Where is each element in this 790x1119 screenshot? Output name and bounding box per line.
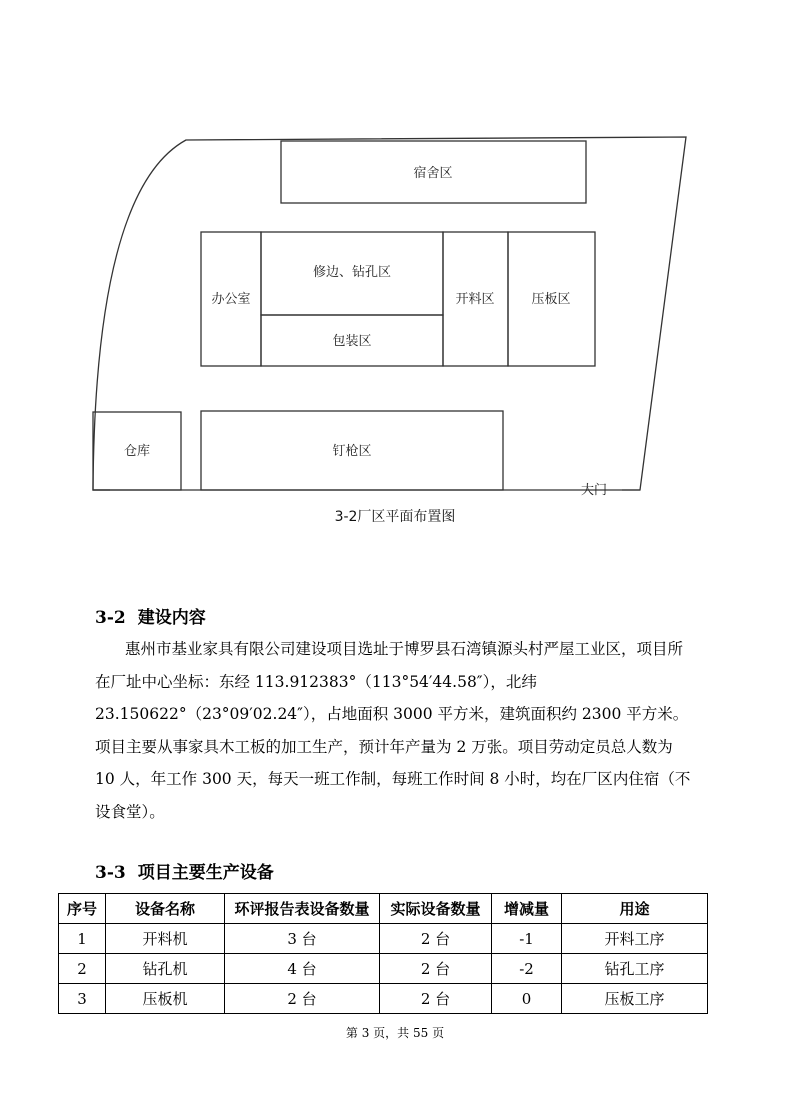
page-footer: 第 3 页，共 55 页 bbox=[345, 1026, 445, 1040]
header-cell: 增减量 bbox=[492, 894, 562, 924]
paragraph-line: （23°09′02.24″），占地面积 3000 平方米，建筑面积约 2300 平方米。项目主要从 bbox=[95, 705, 689, 756]
header-cell: 用途 bbox=[562, 894, 708, 924]
header-cell: 设备名称 bbox=[106, 894, 225, 924]
label-packing: 包装区 bbox=[332, 334, 372, 349]
section-number: 3-3 bbox=[95, 863, 126, 883]
table-row bbox=[59, 984, 708, 1014]
table-cell: 压板工序 bbox=[562, 984, 708, 1014]
label-nailing: 钉枪区 bbox=[332, 444, 372, 459]
table-cell: 钻孔工序 bbox=[562, 954, 708, 984]
table-cell: -1 bbox=[492, 924, 562, 954]
equipment-table bbox=[58, 893, 708, 1014]
label-cutting: 开料区 bbox=[455, 292, 495, 307]
label-office: 办公室 bbox=[211, 292, 251, 307]
section-title: 建设内容 bbox=[137, 608, 206, 628]
label-pressing: 压板区 bbox=[531, 292, 571, 307]
site-boundary bbox=[93, 137, 686, 490]
table-cell: 钻孔机 bbox=[106, 954, 225, 984]
paragraph-line: 年工作 300 天，每天一班工作制，每班工作时间 8 小时，均在厂区内住宿（不设 bbox=[95, 770, 691, 821]
paragraph-line: 项目所在厂址中心坐标：东经 113.912383°（113°54′44.58″），北纬 23.150622° bbox=[95, 640, 684, 723]
table-row bbox=[59, 924, 708, 954]
label-dorm: 宿舍区 bbox=[413, 166, 453, 181]
table-cell: 压板机 bbox=[106, 984, 225, 1014]
paragraph-line: 事家具木工板的加工生产，预计年产量为 2 万张。项目劳动定员总人数为 10 人， bbox=[95, 737, 673, 788]
table-cell: -2 bbox=[492, 954, 562, 984]
factory-layout-plan bbox=[0, 0, 790, 500]
table-header-row bbox=[59, 894, 708, 924]
header-cell: 序号 bbox=[59, 894, 106, 924]
table-cell: 开料机 bbox=[106, 924, 225, 954]
header-cell: 环评报告表设备数量 bbox=[225, 894, 380, 924]
table-row bbox=[59, 954, 708, 984]
paragraph-line: 食堂）。 bbox=[110, 802, 165, 821]
table-cell: 2 台 bbox=[380, 984, 492, 1014]
section-heading-construction bbox=[95, 603, 206, 628]
section-heading-equipment bbox=[95, 858, 274, 883]
table-cell: 2 台 bbox=[225, 984, 380, 1014]
table-cell: 0 bbox=[492, 984, 562, 1014]
label-warehouse: 仓库 bbox=[123, 444, 151, 459]
table-cell: 开料工序 bbox=[562, 924, 708, 954]
label-edge-drill: 修边、钻孔区 bbox=[312, 265, 392, 280]
table-cell: 1 bbox=[59, 924, 106, 954]
table-cell: 2 台 bbox=[380, 954, 492, 984]
table-cell: 3 bbox=[59, 984, 106, 1014]
paragraph-line: 惠州市基业家具有限公司建设项目选址于博罗县石湾镇源头村严屋工业区， bbox=[125, 640, 637, 658]
section-number: 3-2 bbox=[95, 608, 126, 628]
figure-caption: 3-2厂区平面布置图 bbox=[334, 509, 456, 525]
construction-paragraph bbox=[95, 633, 695, 828]
table-cell: 2 bbox=[59, 954, 106, 984]
label-gate: 大门 bbox=[580, 483, 608, 498]
section-title: 项目主要生产设备 bbox=[137, 863, 274, 883]
table-cell: 2 台 bbox=[380, 924, 492, 954]
table-cell: 4 台 bbox=[225, 954, 380, 984]
header-cell: 实际设备数量 bbox=[380, 894, 492, 924]
table-cell: 3 台 bbox=[225, 924, 380, 954]
